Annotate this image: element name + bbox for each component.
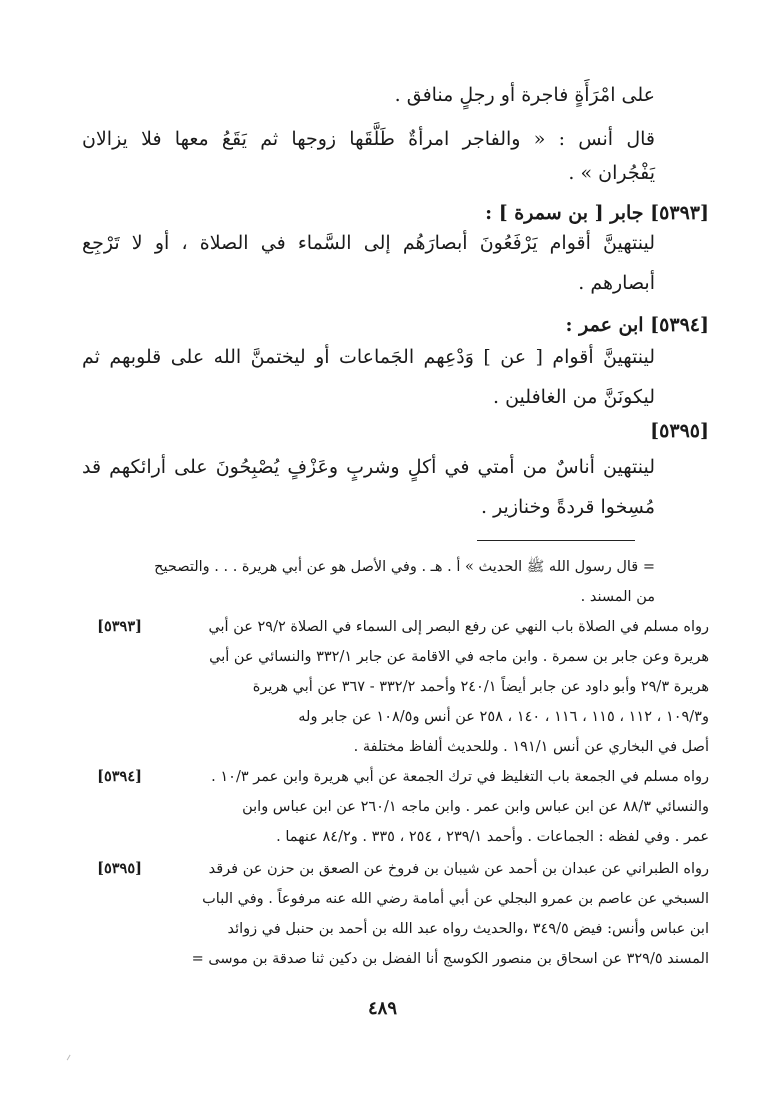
entry-heading-5395 (650, 414, 709, 448)
footnote-5395 (82, 854, 709, 974)
hadith-line: لينتهينَّ أقوام يَرْفَعُونَ أبصارَهُم إلى السَّماء في الصلاة ، أو لا تَرْجِع (82, 232, 655, 254)
hadith-line: لينتهين أناسٌ من أمتي في أكلٍ وشربٍ وعَزْفٍ يُصْبِحُونَ على أرائكهم قد (82, 456, 655, 478)
footnote-line: رواه مسلم في الجمعة باب التغليظ في ترك الجمعة عن أبي هريرة وابن عمر ١٠/٣ . (211, 769, 709, 785)
hadith-line: مُسِخوا قردةً وخنازير . (480, 496, 655, 518)
entry-text-5395 (82, 450, 655, 524)
footnote-5394 (82, 762, 709, 852)
footnote-line: من المسند . (580, 589, 655, 605)
footnote-body (142, 854, 709, 974)
footnote-line: و١٠٩/٣ ، ١١٢ ، ١١٥ ، ١١٦ ، ١٤٠ ، ٢٥٨ عن أنس و١٠٨/٥ عن جابر وله (298, 709, 709, 725)
entry-narrator: جابر [ بن سمرة ] : (485, 202, 644, 224)
footnote-number: [٥٣٩٣] (97, 618, 142, 635)
footnote-line: المسند ٣٢٩/٥ عن اسحاق بن منصور الكوسج أنا الفضل بن دكين ثنا صدقة بن موسى = (191, 951, 709, 967)
footnote-line: رواه الطبراني عن عبدان بن أحمد عن شيبان بن فروخ عن الصعق بن حزن عن فرقد (208, 861, 709, 877)
footnote-body (142, 612, 709, 762)
hadith-line: لينتهينَّ أقوام [ عن ] وَدْعِهم الجَماعات أو ليختمنَّ الله على قلوبهم ثم (82, 346, 655, 368)
footnote-line: أصل في البخاري عن أنس ١٩١/١ . وللحديث ألفاظ مختلفة . (353, 739, 709, 755)
footnote-divider (477, 540, 635, 541)
entry-number: [٥٣٩٥] (650, 420, 709, 442)
footnote-line: هريرة ٢٩/٣ وأبو داود عن جابر أيضاً ٢٤٠/١ وأحمد ٣٣٢/٢ - ٣٦٧ عن أبي هريرة (252, 679, 709, 695)
footnote-continuation (82, 552, 655, 612)
scan-speck (67, 1055, 73, 1062)
page-number: ٤٨٩ (367, 998, 397, 1019)
footnote-number: [٥٣٩٤] (97, 768, 142, 785)
entry-heading-5394 (565, 308, 709, 342)
footnote-line: هريرة وعن جابر بن سمرة . وابن ماجه في الاقامة عن جابر ٣٣٢/١ والنسائي عن أبي (209, 649, 709, 665)
footnote-line: ابن عباس وأنس: فيض ٣٤٩/٥ ،والحديث رواه عبد الله بن أحمد بن حنبل في زوائد (227, 921, 709, 937)
footnote-line: رواه مسلم في الصلاة باب النهي عن رفع البصر إلى السماء في الصلاة ٢٩/٢ عن أبي (208, 619, 709, 635)
footnote-number: [٥٣٩٥] (97, 860, 142, 877)
entry-number: [٥٣٩٤] (650, 314, 709, 336)
intro-line-3: يَفْجُران » . (568, 162, 655, 184)
entry-heading-5393 (485, 196, 709, 230)
entry-narrator: ابن عمر : (565, 314, 644, 336)
footnote-line: = قال رسول الله ﷺ الحديث » أ . هـ . وفي الأصل هو عن أبي هريرة . . . والتصحيح (154, 559, 655, 575)
footnote-line: عمر . وفي لفظه : الجماعات . وأحمد ٢٣٩/١ ، ٢٥٤ ، ٣٣٥ . و٨٤/٢ عنهما . (276, 829, 709, 845)
footnote-body (142, 762, 709, 852)
entry-text-5394 (82, 340, 655, 414)
footnote-5393 (82, 612, 709, 762)
main-text (82, 78, 655, 190)
entry-text-5393 (82, 226, 655, 300)
intro-line-1: على امْرَأَةٍ فاجرة أو رجلٍ منافق . (394, 84, 655, 106)
footnote-line: والنسائي ٨٨/٣ عن ابن عباس وابن عمر . وابن ماجه ٢٦٠/١ عن ابن عباس وابن (242, 799, 709, 815)
entry-number: [٥٣٩٣] (650, 202, 709, 224)
hadith-line: ليكونَنَّ من الغافلين . (493, 386, 655, 408)
hadith-line: أبصارهم . (578, 272, 655, 294)
intro-line-2: قال أنس : « والفاجر امرأةٌ طَلَّقَها زوجها ثم يَقَعُ معها فلا يزالان (82, 128, 655, 150)
footnote-line: السبخي عن عاصم بن عمرو البجلي عن أبي أمامة رضي الله عنه مرفوعاً . وفي الباب (202, 891, 709, 907)
